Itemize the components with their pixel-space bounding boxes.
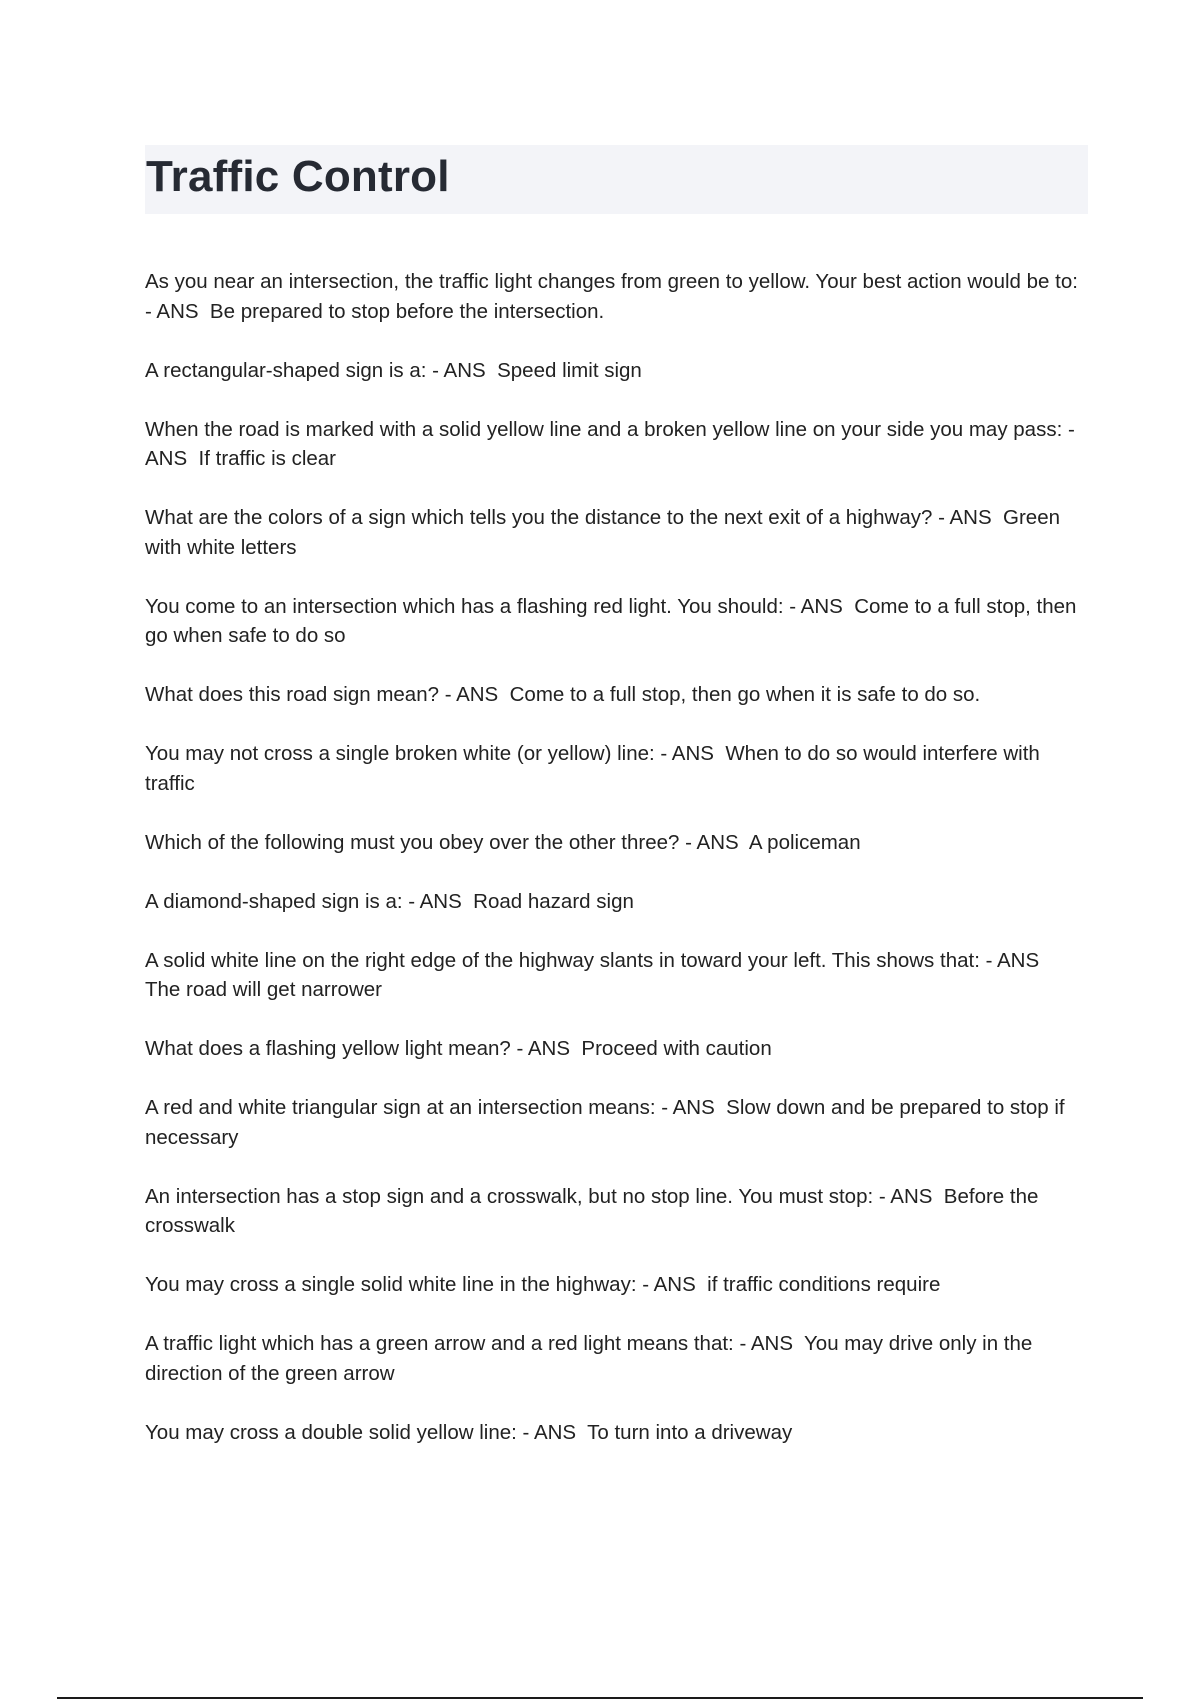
qa-item-16: You may cross a double solid yellow line: - ANS To turn into a driveway (145, 1420, 793, 1444)
qa-item-15: A traffic light which has a green arrow and a red light means that: - ANS You may drive only in the direction of the green arrow (145, 1332, 1039, 1385)
qa-item-7: You may not cross a single broken white (or yellow) line: - ANS When to do so would interfere with traffic (145, 742, 1046, 795)
qa-item-9: A diamond-shaped sign is a: - ANS Road hazard sign (145, 889, 634, 913)
page-title: Traffic Control (146, 152, 450, 201)
title-band (145, 145, 1088, 214)
qa-item-8: Which of the following must you obey over the other three? - ANS A policeman (145, 830, 861, 854)
qa-item-12: A red and white triangular sign at an intersection means: - ANS Slow down and be prepared to stop if necessary (145, 1096, 1071, 1149)
page-bottom-rule (57, 1697, 1143, 1699)
qa-item-13: An intersection has a stop sign and a crosswalk, but no stop line. You must stop: - ANS Before the crosswalk (145, 1184, 1045, 1237)
qa-item-11: What does a flashing yellow light mean? - ANS Proceed with caution (145, 1037, 772, 1060)
qa-item-6: What does this road sign mean? - ANS Come to a full stop, then go when it is safe to do so. (145, 683, 981, 706)
qa-item-10: A solid white line on the right edge of the highway slants in toward your left. This shows that: - ANS The road will get narrower (145, 948, 1051, 1001)
qa-item-3: When the road is marked with a solid yellow line and a broken yellow line on your side you may pass: - ANS If traffic is clear (145, 417, 1080, 470)
qa-item-14: You may cross a single solid white line in the highway: - ANS if traffic conditions require (145, 1273, 941, 1296)
qa-item-1: As you near an intersection, the traffic light changes from green to yellow. Your best action would be to: - ANS Be prepared to stop before the intersection. (145, 270, 1084, 323)
qa-list (145, 267, 1085, 1477)
qa-item-4: What are the colors of a sign which tells you the distance to the next exit of a highway? - ANS Green with white letters (145, 506, 1066, 559)
qa-item-2: A rectangular-shaped sign is a: - ANS Speed limit sign (145, 358, 642, 382)
qa-item-5: You come to an intersection which has a flashing red light. You should: - ANS Come to a full stop, then go when safe to do so (145, 594, 1083, 647)
